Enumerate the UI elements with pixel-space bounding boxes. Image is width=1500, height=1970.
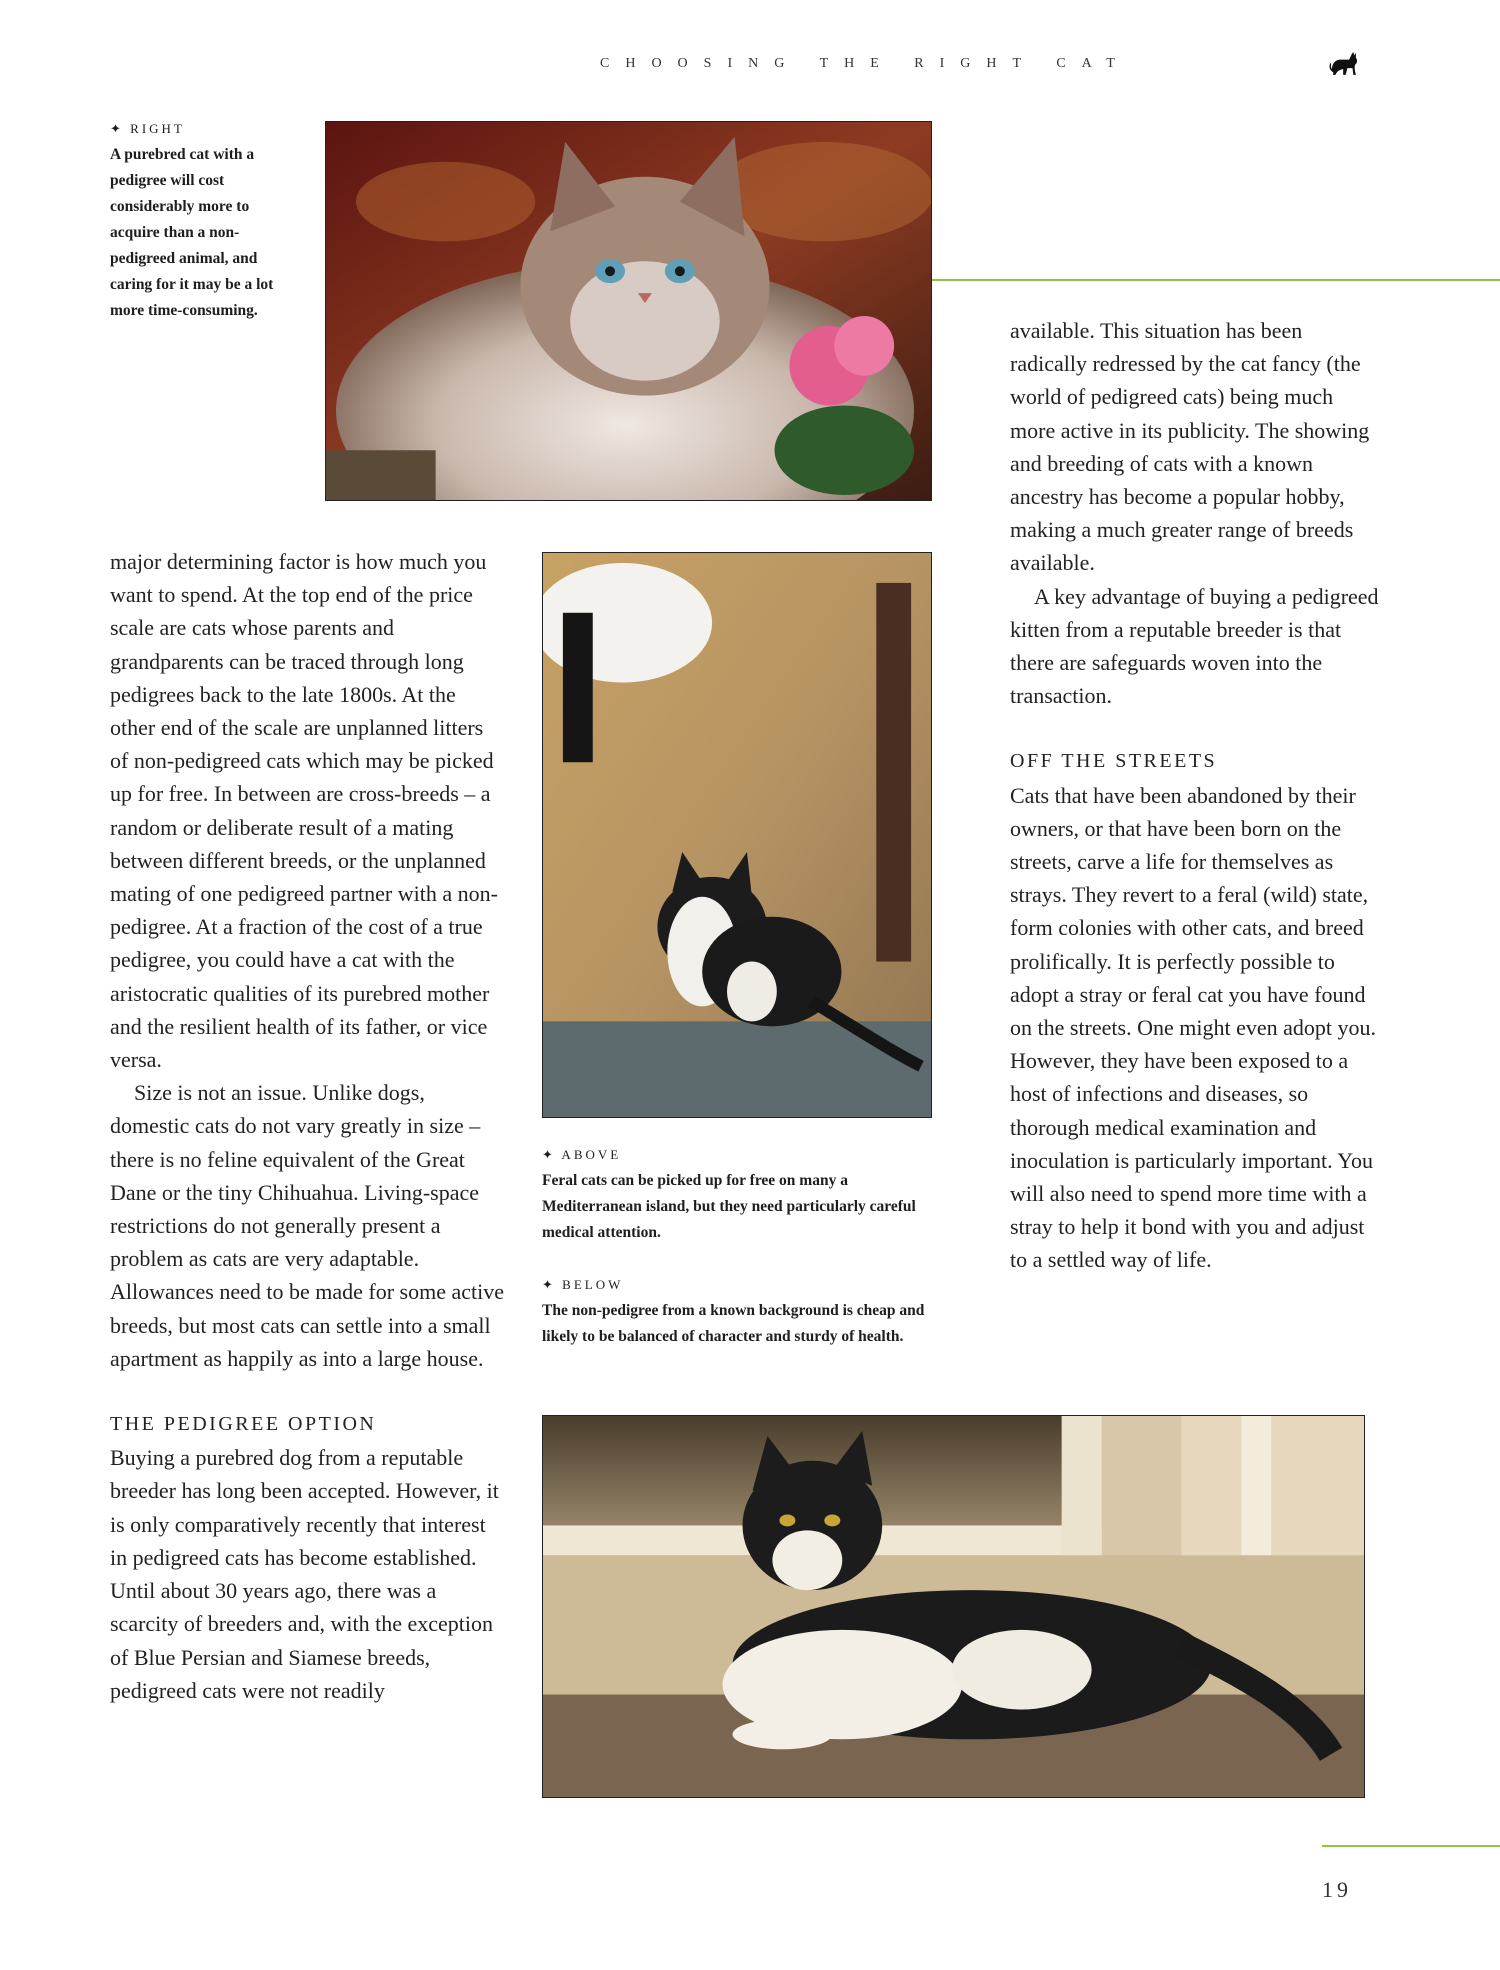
body-column-left <box>110 545 505 1707</box>
page-number: 19 <box>1322 1877 1352 1902</box>
photo-feral-kitten <box>542 552 932 1118</box>
cat-silhouette-icon <box>1327 46 1361 80</box>
accent-rule-bottom <box>1322 1845 1500 1847</box>
caption-tag: ✦ RIGHT <box>110 121 185 136</box>
caption-above <box>542 1142 932 1246</box>
photo-pet-cat-window <box>542 1415 1365 1798</box>
caption-text: The non-pedigree from a known background is cheap and likely to be balanced of character and sturdy of health. <box>542 1302 925 1345</box>
photo-longhair-cat <box>325 121 932 501</box>
running-title: CHOOSING THE RIGHT CAT <box>600 56 1131 71</box>
caption-tag: ✦ BELOW <box>542 1277 624 1292</box>
paragraph: Buying a purebred dog from a reputable breeder has long been accepted. However, it is only comparatively recently that interest in pedigreed cats has become established. Until about 30 years ago, there was a scarcity of breeders and, with the exception of Blue Persian and Siamese breeds, pedigreed cats were not readily <box>110 1445 499 1703</box>
body-column-right <box>1010 314 1380 1277</box>
running-header <box>600 56 1300 86</box>
paragraph: available. This situation has been radically redressed by the cat fancy (the world of pedigreed cats) being much more active in its publicity. The showing and breeding of cats with a known ancestry has become a popular hobby, making a much greater range of breeds available. <box>1010 318 1370 576</box>
caption-tag: ✦ ABOVE <box>542 1147 622 1162</box>
caption-text: Feral cats can be picked up for free on many a Mediterranean island, but they need particularly careful medical attention. <box>542 1172 916 1241</box>
section-heading-pedigree: THE PEDIGREE OPTION <box>110 1413 377 1436</box>
paragraph: A key advantage of buying a pedigreed kitten from a reputable breeder is that there are safeguards woven into the transaction. <box>1010 583 1379 709</box>
paragraph: Cats that have been abandoned by their owners, or that have been born on the streets, carve a life for themselves as strays. They revert to a feral (wild) state, form colonies with other cats, and breed prolifically. It is perfectly possible to adopt a stray or feral cat you have found on the streets. One might even adopt you. However, they have been exposed to a host of infections and diseases, so thorough medical examination and inoculation is particularly important. You will also need to spend more time with a stray to help it bond with you and adjust to a settled way of life. <box>1010 782 1376 1273</box>
section-heading-streets: OFF THE STREETS <box>1010 750 1218 773</box>
caption-text: A purebred cat with a pedigree will cost considerably more to acquire than a non-pedigreed animal, and caring for it may be a lot more time-consuming. <box>110 146 274 319</box>
accent-rule-top <box>932 279 1500 281</box>
caption-right <box>110 116 290 324</box>
caption-below <box>542 1272 932 1350</box>
paragraph: major determining factor is how much you want to spend. At the top end of the price scale are cats whose parents and grandparents can be traced through long pedigrees back to the late 1800s. At the other end of the scale are unplanned litters of non-pedigreed cats which may be picked up for free. In between are cross-breeds – a random or deliberate result of a mating between different breeds, or the unplanned mating of one pedigreed partner with a non-pedigree. At a fraction of the cost of a true pedigree, you could have a cat with the aristocratic qualities of its purebred mother and the resilient health of its father, or vice versa. <box>110 549 498 1073</box>
paragraph: Size is not an issue. Unlike dogs, domestic cats do not vary greatly in size – there is no feline equivalent of the Great Dane or the tiny Chihuahua. Living-space restrictions do not generally present a problem as cats are very adaptable. Allowances need to be made for some active breeds, but most cats can settle into a small apartment as happily as into a large house. <box>110 1080 505 1371</box>
